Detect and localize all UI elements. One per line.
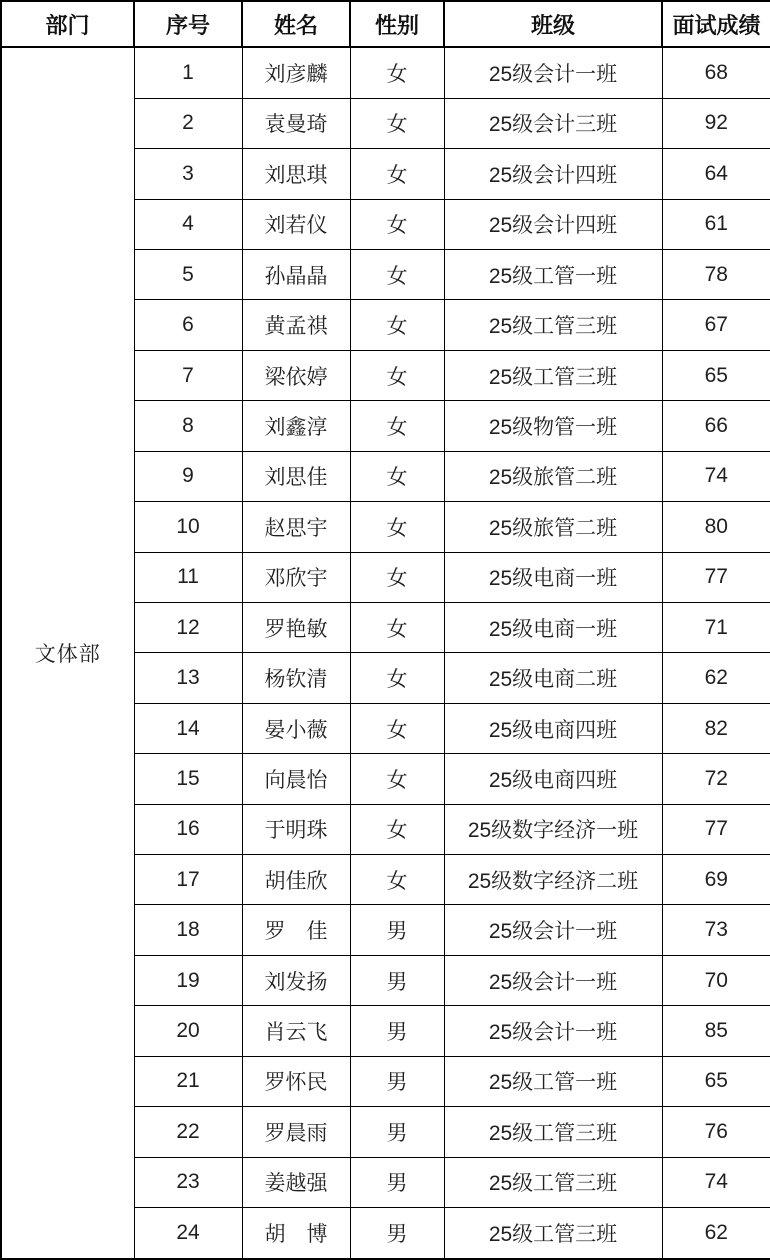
gender-cell: 女 bbox=[350, 653, 444, 703]
gender-cell: 女 bbox=[350, 149, 444, 199]
gender-cell: 女 bbox=[350, 47, 444, 98]
name-cell: 晏小薇 bbox=[242, 703, 350, 753]
score-cell: 62 bbox=[662, 653, 770, 703]
name-cell: 邓欣宇 bbox=[242, 552, 350, 602]
gender-cell: 女 bbox=[350, 350, 444, 400]
class-cell: 25级旅管二班 bbox=[444, 502, 662, 552]
index-cell: 9 bbox=[134, 451, 242, 501]
name-cell: 罗怀民 bbox=[242, 1056, 350, 1106]
index-cell: 15 bbox=[134, 754, 242, 804]
gender-cell: 男 bbox=[350, 1157, 444, 1207]
index-cell: 18 bbox=[134, 905, 242, 955]
class-cell: 25级会计一班 bbox=[444, 1006, 662, 1056]
class-cell: 25级电商二班 bbox=[444, 653, 662, 703]
score-cell: 71 bbox=[662, 602, 770, 652]
gender-cell: 女 bbox=[350, 300, 444, 350]
gender-cell: 女 bbox=[350, 199, 444, 249]
gender-cell: 女 bbox=[350, 855, 444, 905]
class-cell: 25级工管三班 bbox=[444, 300, 662, 350]
score-cell: 80 bbox=[662, 502, 770, 552]
index-cell: 14 bbox=[134, 703, 242, 753]
gender-cell: 女 bbox=[350, 451, 444, 501]
class-cell: 25级电商四班 bbox=[444, 754, 662, 804]
name-cell: 于明珠 bbox=[242, 804, 350, 854]
index-cell: 8 bbox=[134, 401, 242, 451]
score-cell: 67 bbox=[662, 300, 770, 350]
gender-cell: 女 bbox=[350, 804, 444, 854]
class-cell: 25级会计四班 bbox=[444, 149, 662, 199]
gender-cell: 女 bbox=[350, 552, 444, 602]
index-cell: 13 bbox=[134, 653, 242, 703]
name-cell: 向晨怡 bbox=[242, 754, 350, 804]
name-cell: 刘思琪 bbox=[242, 149, 350, 199]
class-cell: 25级物管一班 bbox=[444, 401, 662, 451]
index-cell: 5 bbox=[134, 250, 242, 300]
index-cell: 10 bbox=[134, 502, 242, 552]
table-row bbox=[1, 47, 770, 98]
class-cell: 25级会计三班 bbox=[444, 98, 662, 148]
gender-cell: 男 bbox=[350, 905, 444, 955]
class-cell: 25级会计一班 bbox=[444, 955, 662, 1005]
score-cell: 65 bbox=[662, 350, 770, 400]
name-cell: 梁依婷 bbox=[242, 350, 350, 400]
index-cell: 6 bbox=[134, 300, 242, 350]
gender-cell: 男 bbox=[350, 1107, 444, 1157]
class-cell: 25级旅管二班 bbox=[444, 451, 662, 501]
gender-cell: 男 bbox=[350, 1208, 444, 1259]
class-cell: 25级工管三班 bbox=[444, 1157, 662, 1207]
score-cell: 72 bbox=[662, 754, 770, 804]
index-cell: 3 bbox=[134, 149, 242, 199]
department-cell: 文体部 bbox=[1, 47, 134, 1259]
name-cell: 罗晨雨 bbox=[242, 1107, 350, 1157]
name-cell: 黄孟祺 bbox=[242, 300, 350, 350]
name-cell: 刘鑫淳 bbox=[242, 401, 350, 451]
index-cell: 11 bbox=[134, 552, 242, 602]
class-cell: 25级数字经济二班 bbox=[444, 855, 662, 905]
gender-cell: 男 bbox=[350, 1006, 444, 1056]
score-cell: 77 bbox=[662, 552, 770, 602]
name-cell: 刘思佳 bbox=[242, 451, 350, 501]
name-cell: 罗 佳 bbox=[242, 905, 350, 955]
gender-cell: 男 bbox=[350, 1056, 444, 1106]
score-cell: 77 bbox=[662, 804, 770, 854]
index-cell: 2 bbox=[134, 98, 242, 148]
class-cell: 25级会计一班 bbox=[444, 905, 662, 955]
gender-cell: 女 bbox=[350, 502, 444, 552]
name-cell: 刘彦麟 bbox=[242, 47, 350, 98]
name-cell: 赵思宇 bbox=[242, 502, 350, 552]
class-cell: 25级会计一班 bbox=[444, 47, 662, 98]
header-index: 序号 bbox=[134, 1, 242, 47]
score-cell: 64 bbox=[662, 149, 770, 199]
class-cell: 25级工管三班 bbox=[444, 350, 662, 400]
score-cell: 74 bbox=[662, 1157, 770, 1207]
class-cell: 25级工管一班 bbox=[444, 1056, 662, 1106]
name-cell: 孙晶晶 bbox=[242, 250, 350, 300]
header-department: 部门 bbox=[1, 1, 134, 47]
class-cell: 25级电商四班 bbox=[444, 703, 662, 753]
index-cell: 19 bbox=[134, 955, 242, 1005]
gender-cell: 女 bbox=[350, 754, 444, 804]
index-cell: 4 bbox=[134, 199, 242, 249]
class-cell: 25级会计四班 bbox=[444, 199, 662, 249]
class-cell: 25级工管三班 bbox=[444, 1107, 662, 1157]
gender-cell: 男 bbox=[350, 955, 444, 1005]
score-cell: 61 bbox=[662, 199, 770, 249]
score-cell: 92 bbox=[662, 98, 770, 148]
score-cell: 66 bbox=[662, 401, 770, 451]
name-cell: 袁曼琦 bbox=[242, 98, 350, 148]
name-cell: 刘发扬 bbox=[242, 955, 350, 1005]
index-cell: 23 bbox=[134, 1157, 242, 1207]
index-cell: 24 bbox=[134, 1208, 242, 1259]
class-cell: 25级电商一班 bbox=[444, 602, 662, 652]
score-cell: 78 bbox=[662, 250, 770, 300]
index-cell: 12 bbox=[134, 602, 242, 652]
index-cell: 21 bbox=[134, 1056, 242, 1106]
score-cell: 69 bbox=[662, 855, 770, 905]
score-cell: 85 bbox=[662, 1006, 770, 1056]
gender-cell: 女 bbox=[350, 401, 444, 451]
class-cell: 25级电商一班 bbox=[444, 552, 662, 602]
score-cell: 65 bbox=[662, 1056, 770, 1106]
score-cell: 74 bbox=[662, 451, 770, 501]
gender-cell: 女 bbox=[350, 250, 444, 300]
index-cell: 16 bbox=[134, 804, 242, 854]
gender-cell: 女 bbox=[350, 98, 444, 148]
header-gender: 性别 bbox=[350, 1, 444, 47]
index-cell: 17 bbox=[134, 855, 242, 905]
gender-cell: 女 bbox=[350, 703, 444, 753]
class-cell: 25级工管一班 bbox=[444, 250, 662, 300]
index-cell: 7 bbox=[134, 350, 242, 400]
score-cell: 73 bbox=[662, 905, 770, 955]
name-cell: 姜越强 bbox=[242, 1157, 350, 1207]
name-cell: 肖云飞 bbox=[242, 1006, 350, 1056]
header-class: 班级 bbox=[444, 1, 662, 47]
header-score: 面试成绩 bbox=[662, 1, 770, 47]
score-cell: 68 bbox=[662, 47, 770, 98]
score-cell: 62 bbox=[662, 1208, 770, 1259]
score-cell: 82 bbox=[662, 703, 770, 753]
name-cell: 杨钦清 bbox=[242, 653, 350, 703]
name-cell: 胡 博 bbox=[242, 1208, 350, 1259]
score-cell: 70 bbox=[662, 955, 770, 1005]
gender-cell: 女 bbox=[350, 602, 444, 652]
name-cell: 胡佳欣 bbox=[242, 855, 350, 905]
index-cell: 20 bbox=[134, 1006, 242, 1056]
name-cell: 罗艳敏 bbox=[242, 602, 350, 652]
index-cell: 22 bbox=[134, 1107, 242, 1157]
index-cell: 1 bbox=[134, 47, 242, 98]
class-cell: 25级工管三班 bbox=[444, 1208, 662, 1259]
header-name: 姓名 bbox=[242, 1, 350, 47]
header-row bbox=[1, 1, 770, 47]
score-cell: 76 bbox=[662, 1107, 770, 1157]
name-cell: 刘若仪 bbox=[242, 199, 350, 249]
class-cell: 25级数字经济一班 bbox=[444, 804, 662, 854]
